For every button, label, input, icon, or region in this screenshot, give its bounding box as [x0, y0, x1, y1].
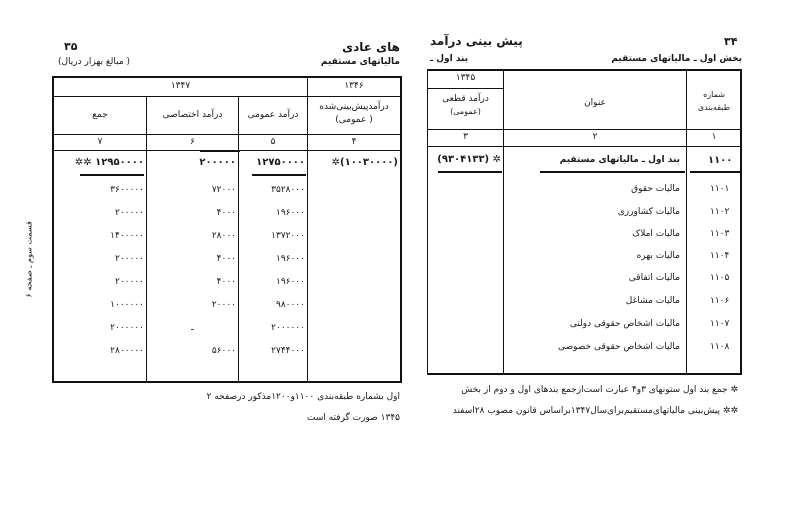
- row-total: ۲۸۰۰۰۰۰: [110, 346, 144, 356]
- row-special: ۴۰۰۰: [216, 277, 236, 287]
- col-header-title: عنوان: [584, 98, 606, 108]
- row-title: مالیات حقوق: [631, 184, 680, 194]
- row-special: ۴۰۰۰: [216, 254, 236, 264]
- col-number-6: ۶: [190, 137, 195, 147]
- left-section-subtitle: مالیاتهای مستقیم: [320, 57, 400, 67]
- col-header-forecast-label: درآمدپیش‌بینی‌شده: [319, 102, 389, 112]
- row-code: ۱۱۰۳: [710, 229, 730, 239]
- row-general: ۱۹۶۰۰۰: [275, 254, 305, 264]
- col-header-total: جمع: [92, 110, 108, 120]
- col-header-classification: شماره طبقه‌بندی: [697, 90, 731, 112]
- col-number-1: ۱: [711, 132, 717, 142]
- col-number-5: ۵: [270, 137, 276, 147]
- row-code: ۱۱۰۶: [710, 296, 730, 306]
- row-total: ۱۰۰۰۰۰۰: [110, 300, 144, 310]
- total-forecast: ✲(۱۰۰۳۰۰۰۰): [331, 157, 398, 168]
- row-general: ۳۵۲۸۰۰۰: [271, 185, 305, 195]
- row-special: ۲۰۰۰۰: [211, 300, 236, 310]
- row-title: مالیات کشاورزی: [617, 207, 680, 217]
- row-total: ۲۰۰۰۰۰: [114, 208, 144, 218]
- left-page-number: ۳۵: [64, 40, 78, 53]
- col-number-7: ۷: [97, 137, 103, 147]
- row-special: ۲۸۰۰۰: [211, 231, 236, 241]
- right-section-subtitle: بخش اول ـ مالیاتهای مستقیم: [611, 54, 742, 64]
- col-header-forecast: [308, 102, 400, 125]
- col-header-final-revenue-label: درآمد قطعی: [442, 94, 489, 104]
- right-page-title: پیش بینی درآمد: [430, 34, 523, 48]
- right-footnote-1: ✲ جمع بند اول ستونهای ۳و۴ عبارت است‌ازجمع بندهای اول و دوم از بخش: [461, 385, 738, 395]
- row-code: ۱۱۰۸: [710, 342, 730, 352]
- total-special: ۲۰۰۰۰۰: [199, 157, 236, 168]
- col-number-3: ۳: [463, 132, 468, 142]
- row-general: ۱۹۶۰۰۰: [275, 277, 305, 287]
- row-general: ۲۷۴۴۰۰۰: [271, 346, 305, 356]
- year-1347: ۱۳۴۷: [170, 81, 191, 91]
- row-special: ۵۶۰۰۰: [211, 346, 236, 356]
- row-total: ۱۴۰۰۰۰۰: [110, 231, 144, 241]
- row-total: ۲۰۰۰۰۰: [114, 277, 144, 287]
- row-code: ۱۱۰۱: [710, 184, 730, 194]
- row-special: ۷۲۰۰۰: [211, 185, 236, 195]
- row-title: مالیات مشاغل: [625, 296, 680, 306]
- row-title: مالیات اشخاص حقوقی دولتی: [569, 319, 680, 329]
- row-title: مالیات اتفاقی: [628, 273, 680, 283]
- col-header-final-revenue-sub: (عمومی): [450, 107, 481, 116]
- row-code: ۱۱۰۴: [710, 251, 730, 261]
- total-code: ۱۱۰۰: [708, 155, 733, 166]
- col-number-4: ۴: [351, 137, 357, 147]
- margin-note: قسمت سوم ـ صفحه ۶: [24, 221, 34, 298]
- amounts-note: ( مبالغ بهزار دریال): [58, 57, 131, 67]
- col-header-general: درآمد عمومی: [247, 110, 299, 120]
- row-title: مالیات بهره: [636, 251, 680, 261]
- row-title: مالیات اشخاص حقوقی خصوصی: [557, 342, 680, 352]
- row-total: ۲۰۰۰۰۰۰: [110, 323, 144, 333]
- row-code: ۱۱۰۷: [710, 319, 730, 329]
- row-code: ۱۱۰۲: [710, 207, 730, 217]
- total-general: ۱۲۷۵۰۰۰۰: [256, 157, 305, 168]
- total-sum: ✲✲ ۱۲۹۵۰۰۰۰: [74, 157, 144, 168]
- year-1345: ۱۳۴۵: [455, 73, 476, 83]
- right-footnote-2: ✲✲ پیش‌بینی مالیاتهای‌مستقیم‌برای‌سال۱۳۴۷براساس قانون مصوب ۲۸اسفند: [452, 406, 738, 416]
- col-number-2: ۲: [592, 132, 598, 142]
- left-page-title: های عادی: [342, 40, 400, 54]
- band-label: بند اول ـ: [430, 54, 469, 64]
- row-general: ۹۸۰۰۰۰: [275, 300, 305, 310]
- col-header-forecast-sub: ( عمومی): [335, 115, 373, 125]
- row-title: مالیات املاک: [632, 229, 680, 239]
- year-1346: ۱۳۴۶: [344, 81, 364, 91]
- left-footnote-2: ۱۳۴۵ صورت گرفته است: [306, 413, 400, 423]
- row-total: ۳۶۰۰۰۰۰: [110, 185, 144, 195]
- left-footnote-1: اول بشماره طبقه‌بندی ۱۱۰۰و۱۲۰۰مذکور درصفحه ۲: [206, 392, 400, 402]
- row-general: ۱۹۶۰۰۰: [275, 208, 305, 218]
- col-header-special: درآمد اختصاصی: [162, 110, 223, 120]
- col-header-final-revenue: [428, 94, 503, 116]
- total-final-revenue: (۹۳۰۴۱۳۳) ✲: [437, 154, 501, 165]
- row-total: ۲۰۰۰۰۰: [114, 254, 144, 264]
- row-special: ـ: [191, 323, 194, 333]
- row-code: ۱۱۰۵: [710, 273, 730, 283]
- right-page-number: ۳۴: [724, 35, 738, 48]
- row-general: ۲۰۰۰۰۰۰: [271, 323, 305, 333]
- total-title: بند اول ـ مالیاتهای مستقیم: [559, 155, 680, 165]
- row-special: ۴۰۰۰: [216, 208, 236, 218]
- row-general: ۱۳۷۲۰۰۰: [271, 231, 305, 241]
